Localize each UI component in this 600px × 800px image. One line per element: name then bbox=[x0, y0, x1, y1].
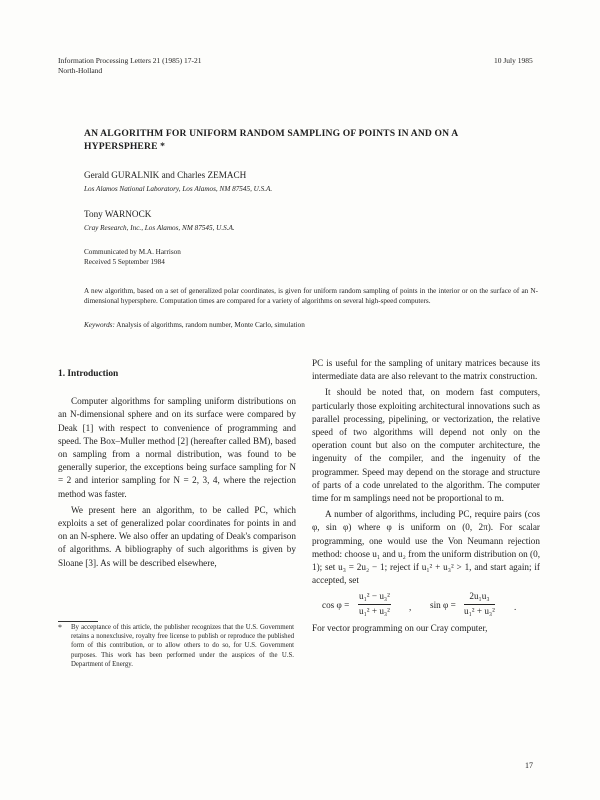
formula-sin-fraction bbox=[464, 590, 495, 617]
footnote-mark: * bbox=[58, 623, 62, 632]
formula-sin-numerator: 2u₁u₃ bbox=[464, 590, 495, 604]
formula-cos-numerator: u₁² − u₃² bbox=[358, 590, 391, 604]
formula-cos-lhs: cos φ = bbox=[322, 600, 350, 611]
communicated-by: Communicated by M.A. Harrison bbox=[84, 248, 181, 256]
right-column bbox=[312, 357, 540, 639]
intro-paragraph-2: We present here an algorithm, to be called PC, which exploits a set of generalized polar coordinates for points in and on an N-sphere. We also offer an updating of Deak's comparison of algorithms. A bibliography of such algorithms is given by Sloane [3]. As will be described elsewhere, bbox=[58, 504, 296, 568]
keywords-line bbox=[84, 321, 538, 329]
formula-end: . bbox=[514, 602, 517, 613]
affiliation-secondary: Cray Research, Inc., Los Alamos, NM 87545, U.S.A. bbox=[84, 224, 235, 232]
authors-primary: Gerald GURALNIK and Charles ZEMACH bbox=[84, 170, 247, 180]
publisher: North-Holland bbox=[58, 66, 103, 75]
right-paragraph-0: PC is useful for the sampling of unitary matrices because its intermediate data are also relevant to the matrix construction. bbox=[312, 358, 540, 382]
journal-citation: Information Processing Letters 21 (1985) 17-21 bbox=[58, 56, 202, 65]
left-column bbox=[58, 368, 296, 573]
keywords-label: Keywords: bbox=[84, 321, 115, 329]
right-paragraph-1: It should be noted that, on modern fast computers, particularly those exploiting architectural innovations such as parallel processing, pipelining, or vectorization, the relative speed of two algorithms will depend not only on the operation count but also on the computer architecture, the ingenuity of the compiler, and the ingenuity of the programmer. Speed may depend on the storage and structure of parts of a code unrelated to the algorithm. The computer time for m samplings need not be proportional to m. bbox=[312, 387, 540, 504]
section-heading: 1. Introduction bbox=[58, 369, 119, 379]
abstract: A new algorithm, based on a set of generalized polar coordinates, is given for uniform random sampling of points in the interior or on the surface of an N-dimensional hypersphere. Computation times are compared for a variety of algorithms on several high-speed computers. bbox=[84, 287, 538, 305]
formula-separator: , bbox=[409, 602, 412, 613]
formula-cos-fraction bbox=[358, 590, 391, 617]
right-paragraph-3: For vector programming on our Cray computer, bbox=[312, 623, 488, 634]
footnote bbox=[58, 623, 294, 669]
formula-sin-lhs: sin φ = bbox=[430, 600, 456, 611]
footnote-rule bbox=[58, 621, 98, 622]
formula-cos-sin bbox=[312, 590, 540, 620]
page-number: 17 bbox=[525, 761, 533, 770]
formula-sin-denominator: u₁² + u₃² bbox=[464, 605, 495, 616]
right-paragraph-2: A number of algorithms, including PC, require pairs (cos φ, sin φ) where φ is uniform on (0, 2π). For scalar programming, one would use the Von Neumann rejection method: choose u₁ and u₂ from the uniform distribution on (0, 1); set u₃ = 2u₂ − 1; reject if u₁² + u₃² > 1, and start again; if accepted, set bbox=[312, 509, 540, 586]
authors-secondary: Tony WARNOCK bbox=[84, 209, 152, 219]
paper-title: AN ALGORITHM FOR UNIFORM RANDOM SAMPLING OF POINTS IN AND ON A HYPERSPHERE * bbox=[84, 128, 458, 152]
formula-cos-denominator: u₁² + u₃² bbox=[359, 605, 390, 616]
intro-paragraph-1: Computer algorithms for sampling uniform distributions on an N-dimensional sphere and on its surface were compared by Deak [1] with respect to convenience of programming and speed. The Box–Muller method [2] (hereafter called BM), based on sampling from a normal distribution, was found to be generally superior, the exceptions being surface sampling for N = 2 and interior sampling for N = 2, 3, 4, where the rejection method was faster. bbox=[58, 396, 296, 499]
received-date: Received 5 September 1984 bbox=[84, 258, 165, 266]
affiliation-primary: Los Alamos National Laboratory, Los Alamos, NM 87545, U.S.A. bbox=[84, 185, 273, 193]
keywords-text: Analysis of algorithms, random number, Monte Carlo, simulation bbox=[116, 321, 305, 329]
footnote-text: By acceptance of this article, the publisher recognizes that the U.S. Government retains a nonexclusive, royalty free license to publish or reproduce the published form of this contribution, or to allow others to do so, for U.S. Government purposes. This work has been performed under the auspices of the U.S. Department of Energy. bbox=[71, 624, 294, 668]
issue-date: 10 July 1985 bbox=[494, 56, 533, 65]
